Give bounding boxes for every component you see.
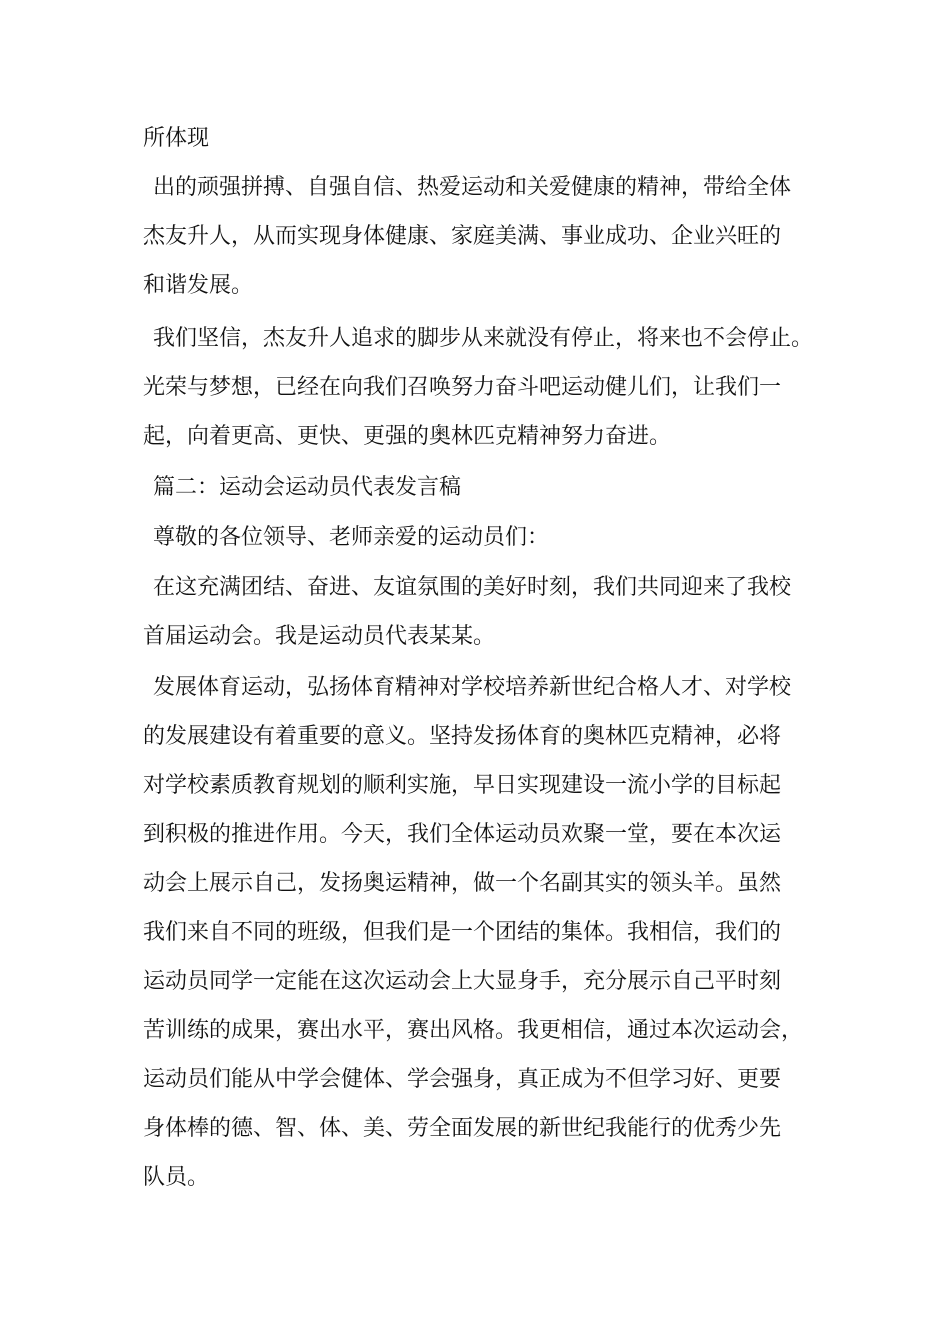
text-line: 光荣与梦想，已经在向我们召唤努力奋斗吧运动健儿们，让我们一 [143,375,782,400]
text-line: 杰友升人，从而实现身体健康、家庭美满、事业成功、企业兴旺的 [143,224,782,249]
text-line: 首届运动会。我是运动员代表某某。 [143,624,496,649]
text-line: 身体棒的德、智、体、美、劳全面发展的新世纪我能行的优秀少先 [143,1116,782,1141]
text-line: 我们来自不同的班级，但我们是一个团结的集体。我相信，我们的 [143,920,782,945]
text-line: 我们坚信，杰友升人追求的脚步从来就没有停止，将来也不会停止。 [153,326,814,351]
text-line: 运动员同学一定能在这次运动会上大显身手，充分展示自己平时刻 [143,969,782,994]
text-line: 出的顽强拼搏、自强自信、热爱运动和关爱健康的精神，带给全体 [153,175,792,200]
salutation: 尊敬的各位领导、老师亲爱的运动员们： [153,525,550,550]
section-heading: 篇二：运动会运动员代表发言稿 [153,475,462,500]
text-line: 队员。 [143,1165,210,1190]
text-line: 和谐发展。 [143,273,254,298]
text-line: 起，向着更高、更快、更强的奥林匹克精神努力奋进。 [143,424,672,449]
text-line: 发展体育运动，弘扬体育精神对学校培养新世纪合格人才、对学校 [153,675,792,700]
text-line: 运动员们能从中学会健体、学会强身，真正成为不但学习好、更要 [143,1067,782,1092]
text-line: 所体现 [143,126,210,151]
text-line: 苦训练的成果，赛出水平，赛出风格。我更相信，通过本次运动会， [143,1018,804,1043]
text-line: 对学校素质教育规划的顺利实施，早日实现建设一流小学的目标起 [143,773,782,798]
text-line: 在这充满团结、奋进、友谊氛围的美好时刻，我们共同迎来了我校 [153,575,792,600]
text-line: 的发展建设有着重要的意义。坚持发扬体育的奥林匹克精神，必将 [143,724,782,749]
text-line: 动会上展示自己，发扬奥运精神，做一个名副其实的领头羊。虽然 [143,871,782,896]
text-line: 到积极的推进作用。今天，我们全体运动员欢聚一堂，要在本次运 [143,822,782,847]
